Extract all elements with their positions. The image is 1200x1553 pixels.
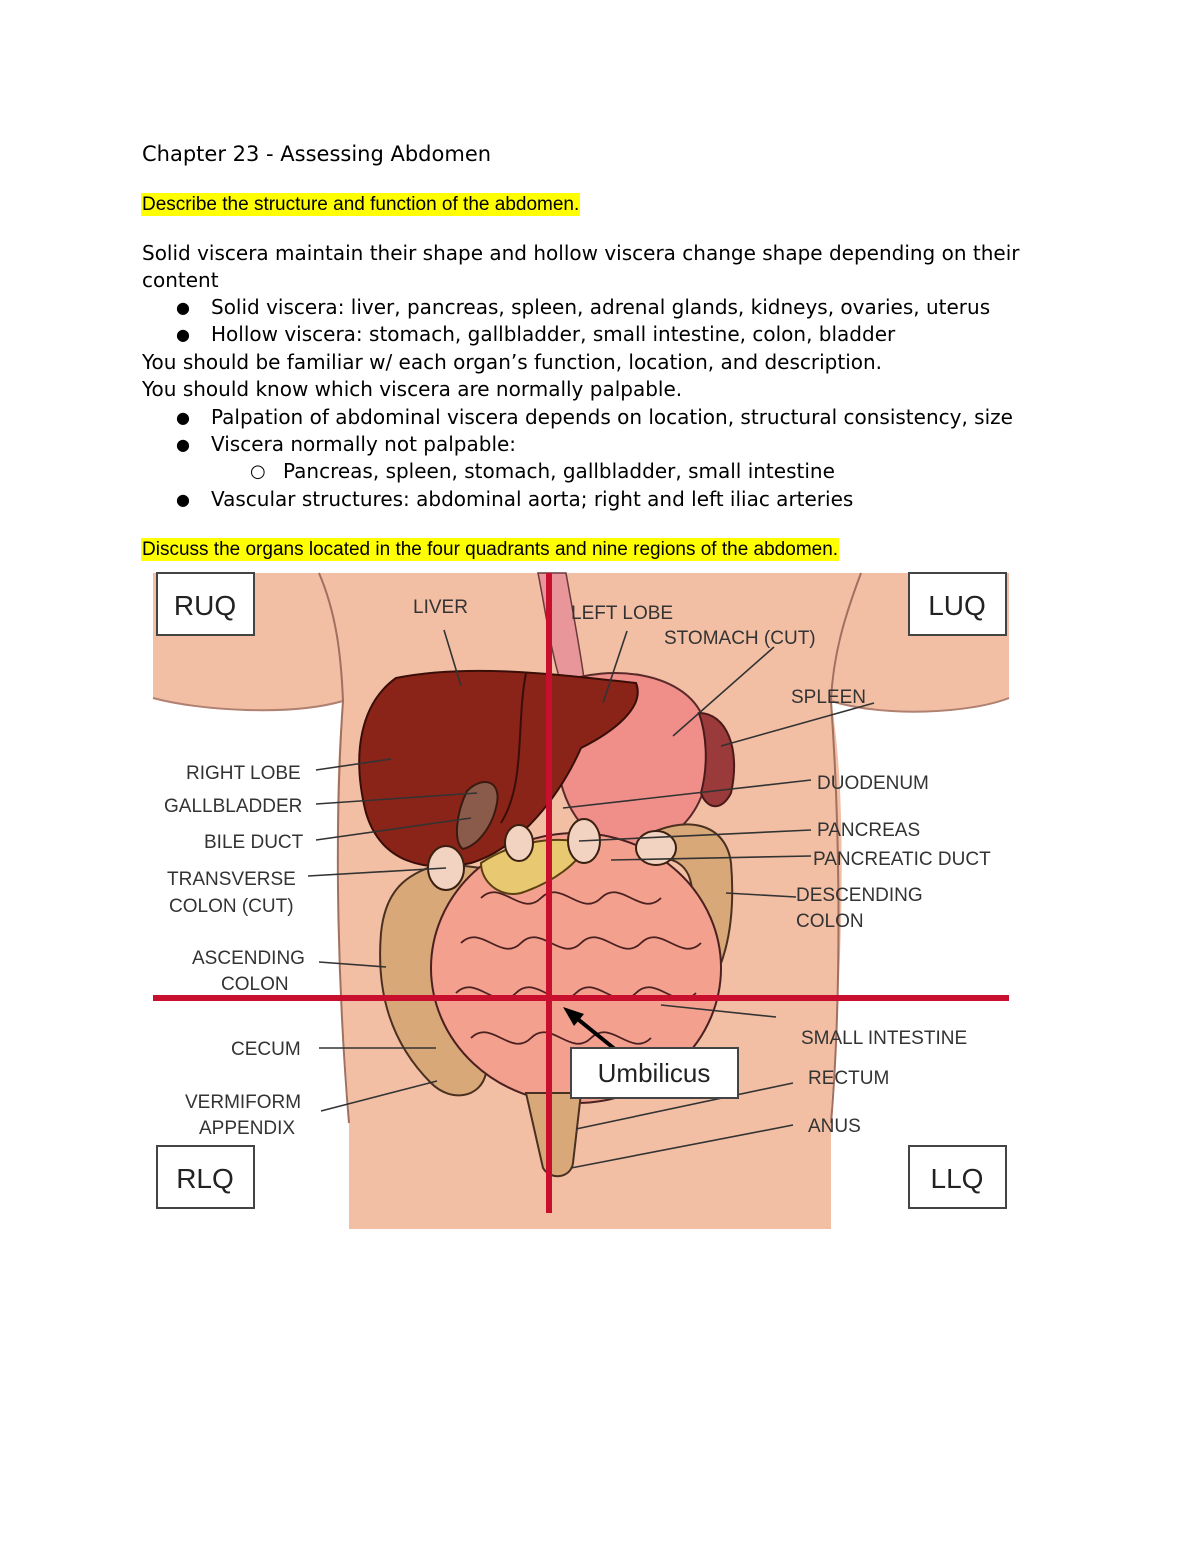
umbilicus-label: Umbilicus	[597, 1058, 711, 1088]
objective-quadrants: Discuss the organs located in the four quadrants and nine regions of the abdomen.	[142, 539, 839, 560]
bullet-dot: ●	[176, 325, 190, 344]
objective-structure: Describe the structure and function of the abdomen.	[142, 194, 580, 215]
bullet-hollow-viscera: Hollow viscera: stomach, gallbladder, small intestine, colon, bladder	[211, 322, 896, 346]
bullet-vascular: Vascular structures: abdominal aorta; right and left iliac arteries	[211, 487, 854, 511]
sub-bullet-circle: ○	[250, 461, 266, 482]
bullet-not-palpable: Viscera normally not palpable:	[211, 432, 517, 456]
label-spleen: SPLEEN	[791, 687, 866, 708]
page-title: Chapter 23 - Assessing Abdomen	[142, 142, 492, 166]
label-small-intestine: SMALL INTESTINE	[801, 1028, 968, 1049]
bullet-dot: ●	[176, 408, 190, 427]
label-left-lobe: LEFT LOBE	[571, 603, 674, 624]
label-transverse-colon: TRANSVERSE	[167, 869, 296, 890]
label-gallbladder: GALLBLADDER	[164, 796, 303, 817]
label-cecum: CECUM	[231, 1039, 301, 1060]
bullet-dot: ●	[176, 298, 190, 317]
label-right-lobe: RIGHT LOBE	[186, 763, 301, 784]
quadrant-luq: LUQ	[928, 590, 986, 621]
label-vermiform-appendix: VERMIFORM	[185, 1092, 302, 1113]
label-anus: ANUS	[808, 1116, 861, 1137]
bullet-palpation: Palpation of abdominal viscera depends on location, structural consistency, size	[211, 405, 1013, 429]
label-rectum: RECTUM	[808, 1068, 890, 1089]
label-transverse-colon: COLON (CUT)	[169, 896, 294, 917]
label-descending-colon: COLON	[796, 911, 864, 932]
abdomen-quadrants-diagram	[141, 563, 1021, 1229]
bullet-dot: ●	[176, 435, 190, 454]
intro-line-1: Solid viscera maintain their shape and hollow viscera change shape depending on their	[142, 241, 1020, 265]
label-liver: LIVER	[413, 597, 468, 618]
label-pancreas: PANCREAS	[817, 820, 921, 841]
intro-line-2: content	[142, 268, 219, 292]
bullet-solid-viscera: Solid viscera: liver, pancreas, spleen, adrenal glands, kidneys, ovaries, uterus	[211, 295, 991, 319]
sub-bullet-organs: Pancreas, spleen, stomach, gallbladder, small intestine	[283, 459, 835, 483]
label-descending-colon: DESCENDING	[796, 885, 923, 906]
quadrant-rlq: RLQ	[176, 1163, 234, 1194]
label-stomach: STOMACH (CUT)	[664, 628, 816, 649]
label-pancreatic-duct: PANCREATIC DUCT	[813, 849, 991, 870]
label-duodenum: DUODENUM	[817, 773, 929, 794]
quadrant-ruq: RUQ	[173, 590, 237, 621]
label-bile-duct: BILE DUCT	[204, 832, 304, 853]
quadrant-llq: LLQ	[930, 1163, 984, 1194]
bullet-dot: ●	[176, 490, 190, 509]
label-ascending-colon: ASCENDING	[192, 948, 305, 969]
label-ascending-colon: COLON	[221, 974, 289, 995]
palpable-line: You should know which viscera are normally palpable.	[142, 377, 683, 401]
familiar-line: You should be familiar w/ each organ’s function, location, and description.	[142, 350, 883, 374]
label-vermiform-appendix: APPENDIX	[199, 1118, 296, 1139]
